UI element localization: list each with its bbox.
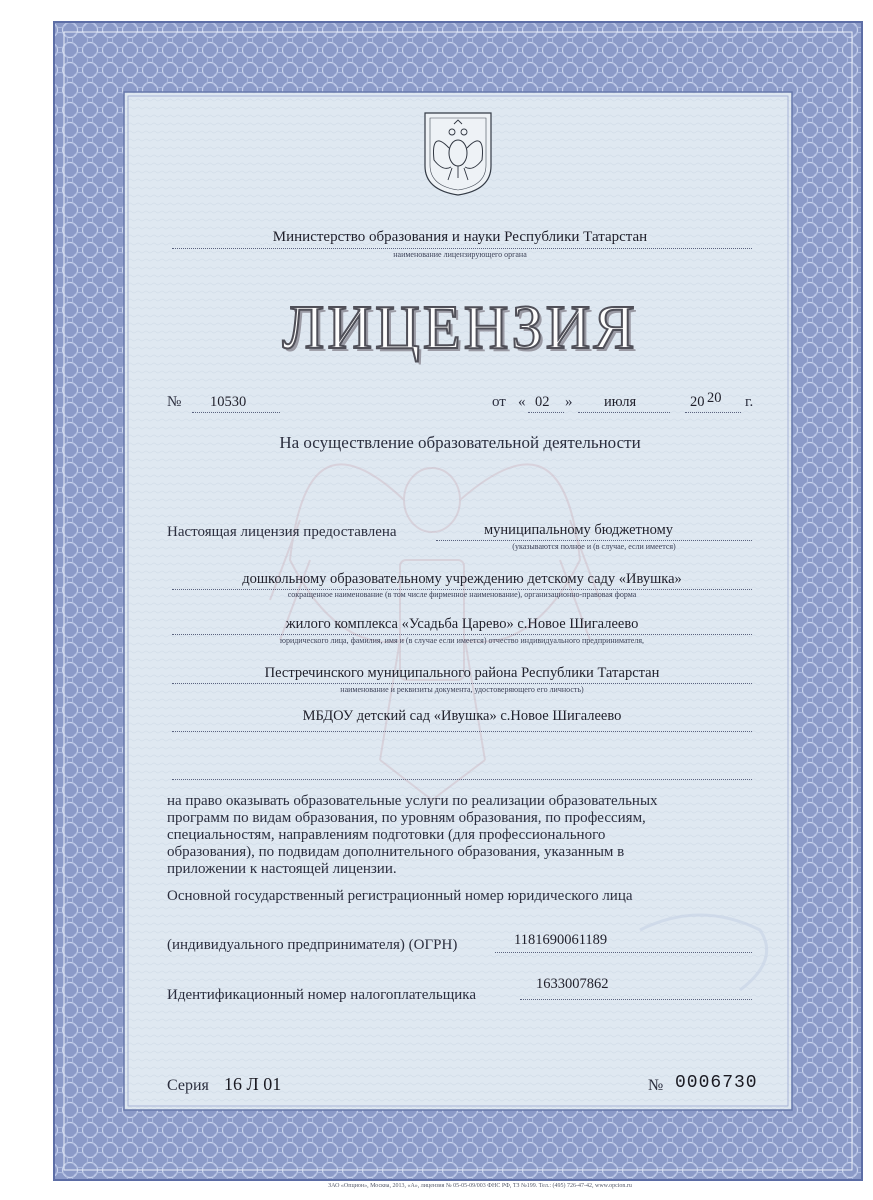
printer-imprint: ЗАО «Опцион», Москва, 2013, «А», лицензия № 05-05-09/003 ФНС РФ, ТЗ №199. Тел.: (495) 726-47-42, www.opcion.ru [328,1183,632,1189]
inn-underline [520,999,752,1000]
year-underline [685,412,741,413]
date-year-suffix: 20 [707,390,722,406]
license-purpose: На осуществление образовательной деятельности [279,433,641,452]
granted-underline-3 [172,634,752,635]
date-day: 02 [535,394,550,410]
blank-number-value: 0006730 [675,1073,758,1093]
month-underline [578,412,670,413]
granted-caption-4: наименование и реквизиты документа, удостоверяющего его личность) [340,685,584,694]
granted-underline-4 [172,683,752,684]
granted-caption-1: (указываются полное и (в случае, если имеется) [512,542,676,551]
coat-of-arms-icon [425,113,491,195]
ogrn-underline [495,952,752,953]
inn-value: 1633007862 [536,976,609,992]
number-underline [192,412,280,413]
date-open-quote: « [518,394,526,410]
date-suffix: г. [745,394,754,410]
granted-label: Настоящая лицензия предоставлена [167,524,397,540]
ministry-name: Министерство образования и науки Республики Татарстан [272,229,648,245]
date-month: июля [604,394,637,410]
ogrn-label-1: Основной государственный регистрационный номер юридического лица [167,888,633,904]
rights-line-5: приложении к настоящей лицензии. [167,861,397,877]
ministry-underline [172,248,752,249]
ogrn-label-2: (индивидуального предпринимателя) (ОГРН) [167,937,458,953]
blank-number-label: № [648,1077,664,1094]
date-prefix: от [492,394,506,410]
granted-caption-2: сокращенное наименование (в том числе фирменное наименование), организационно-правовая форма [287,590,637,599]
rights-line-2: программ по видам образования, по уровням образования, по профессиям, [167,810,646,826]
date-year-prefix: 20 [690,394,705,410]
granted-line-5: МБДОУ детский сад «Ивушка» с.Новое Шигалеево [302,708,622,724]
inn-label: Идентификационный номер налогоплательщика [167,987,477,1003]
granted-underline-1 [436,540,752,541]
granted-line-1: муниципальному бюджетному [484,522,674,538]
rights-line-3: специальностям, направлениям подготовки (для профессионального [167,827,606,843]
granted-line-2: дошкольному образовательному учреждению детскому саду «Ивушка» [242,571,682,587]
date-close-quote: » [565,394,573,410]
rights-line-4: образования), по подвидам дополнительного образования, указанным в [167,844,625,860]
granted-line-4: Пестречинского муниципального района Республики Татарстан [264,665,660,681]
granted-underline-5 [172,731,752,732]
granted-underline-6 [172,779,752,780]
granted-line-3: жилого комплекса «Усадьба Царево» с.Новое Шигалеево [285,616,639,632]
granted-caption-3: юридического лица, фамилия, имя и (в случае если имеется) отчество индивидуального предпринимателя, [279,636,645,645]
number-label: № [167,394,182,410]
rights-line-1: на право оказывать образовательные услуги по реализации образовательных [167,793,658,809]
license-number: 10530 [210,394,247,410]
ministry-caption: наименование лицензирующего органа [393,250,527,259]
series-value: 16 Л 01 [224,1074,282,1094]
document-title: ЛИЦЕНЗИЯ [282,294,638,362]
day-underline [528,412,564,413]
series-label: Серия [167,1077,209,1094]
ogrn-value: 1181690061189 [514,932,608,948]
